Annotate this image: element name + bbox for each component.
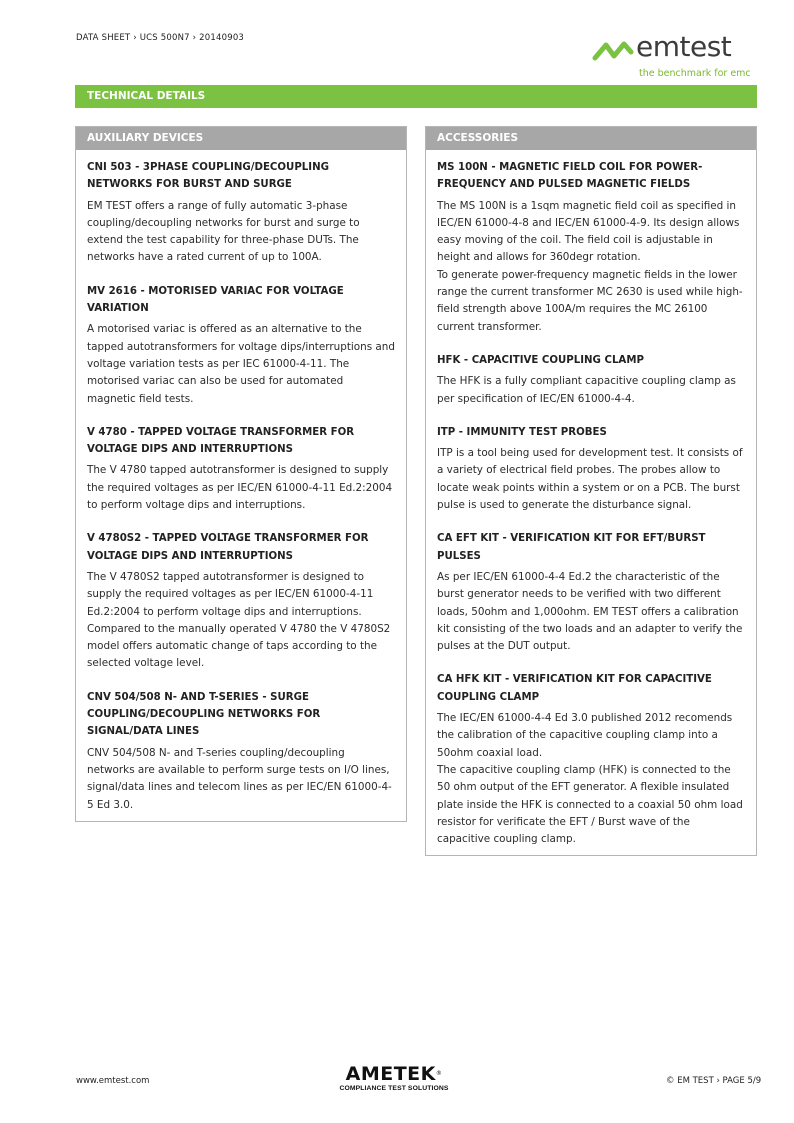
breadcrumb: DATA SHEET › UCS 500N7 › 20140903 — [76, 33, 245, 43]
item-title: CNV 504/508 N- AND T-SERIES - SURGE COUPLING/DECOUPLING NETWORKS FOR SIGNAL/DATA LINES — [87, 691, 321, 738]
ametek-subtitle: COMPLIANCE TEST SOLUTIONS — [339, 1085, 449, 1092]
item-paragraph: To generate power-frequency magnetic fields in the lower range the current transformer MC 2630 is used while high-field strength above 100A/m requires the MC 26100 current transformer. — [437, 268, 743, 333]
list-item — [87, 283, 395, 408]
item-title: CNI 503 - 3PHASE COUPLING/DECOUPLING NETWORKS FOR BURST AND SURGE — [87, 162, 329, 191]
item-description — [87, 321, 395, 407]
list-item — [437, 424, 745, 514]
item-paragraph: The IEC/EN 61000-4-4 Ed 3.0 published 2012 recomends the calibration of the capacitive coupling clamp into a 50ohm coaxial load. — [437, 712, 733, 759]
panel-heading: ACCESSORIES — [426, 127, 756, 150]
item-title: HFK - CAPACITIVE COUPLING CLAMP — [437, 354, 644, 366]
list-item — [87, 159, 395, 267]
logo-word: emtest — [636, 30, 732, 63]
item-paragraph: The V 4780 tapped autotransformer is designed to supply the required voltages as per IEC/EN 61000-4-11 Ed.2:2004 to perform voltage dips and interruptions. — [87, 464, 393, 512]
list-item — [437, 530, 745, 655]
item-paragraph: The MS 100N is a 1sqm magnetic field coil as specified in IEC/EN 61000-4-8 and IEC/EN 61000-4-9. Its design allows easy moving of the coil. The field coil is adjustable in height and allows for 360degr rotation. — [437, 199, 740, 264]
logo-tagline: the benchmark for emc — [639, 68, 751, 79]
ametek-wordmark — [332, 1064, 456, 1084]
item-description — [87, 569, 395, 673]
item-paragraph: The V 4780S2 tapped autotransformer is designed to supply the required voltages as per IEC/EN 61000-4-11 Ed.2:2004 to perform voltage dips and interruptions. Compared to the manually operated V 4780 the V 4780S2 model offers automatic change of taps according to the selected voltage level. — [87, 570, 391, 670]
item-title: ITP - IMMUNITY TEST PROBES — [437, 426, 607, 438]
item-description — [437, 710, 745, 848]
item-description — [87, 198, 395, 267]
panel-body — [426, 150, 756, 848]
footer-url[interactable]: www.emtest.com — [76, 1076, 150, 1086]
panel-body — [76, 150, 406, 814]
item-paragraph: CNV 504/508 N- and T-series coupling/decoupling networks are available to perform surge tests on I/O lines, signal/data lines and telecom lines as per IEC/EN 61000-4-5 Ed 3.0. — [87, 746, 392, 811]
list-item — [87, 424, 395, 514]
item-title: MV 2616 - MOTORISED VARIAC FOR VOLTAGE VARIATION — [87, 285, 344, 315]
item-description — [437, 445, 745, 514]
item-title: CA HFK KIT - VERIFICATION KIT FOR CAPACITIVE COUPLING CLAMP — [437, 674, 712, 703]
item-description — [437, 373, 745, 408]
item-title: V 4780 - TAPPED VOLTAGE TRANSFORMER FOR VOLTAGE DIPS AND INTERRUPTIONS — [87, 426, 355, 456]
item-paragraph: As per IEC/EN 61000-4-4 Ed.2 the characteristic of the burst generator needs to be verified with two different loads, 50ohm and 1,000ohm. EM TEST offers a calibration kit consisting of the two loads and an adapter to verify the pulses at the DUT output. — [437, 570, 743, 653]
item-paragraph: EM TEST offers a range of fully automatic 3-phase coupling/decoupling networks for burst and surge to extend the test capability for three-phase DUTs. The networks have a rated current of up to 100A. — [87, 199, 360, 264]
list-item — [437, 671, 745, 848]
item-description — [87, 462, 395, 514]
item-description — [437, 198, 745, 336]
item-title: V 4780S2 - TAPPED VOLTAGE TRANSFORMER FOR VOLTAGE DIPS AND INTERRUPTIONS — [87, 533, 369, 562]
item-description — [437, 569, 745, 655]
list-item — [87, 689, 395, 814]
item-paragraph: The HFK is a fully compliant capacitive coupling clamp as per specification of IEC/EN 61000-4-4. — [437, 375, 736, 405]
item-paragraph: ITP is a tool being used for development test. It consists of a variety of electrical field probes. The probes allow to locate weak points within a system or on a PCB. The burst pulse is used to generate the disturbance signal. — [437, 447, 743, 512]
ametek-registered-mark: ® — [435, 1070, 443, 1077]
emtest-wave-icon — [592, 40, 634, 62]
accessories-panel — [425, 126, 757, 856]
item-paragraph: A motorised variac is offered as an alternative to the tapped autotransformers for voltage dips/interruptions and voltage variation tests as per IEC 61000-4-11. The motorised variac can also be used for automated magnetic field tests. — [87, 323, 395, 405]
item-title: CA EFT KIT - VERIFICATION KIT FOR EFT/BURST PULSES — [437, 533, 706, 562]
panel-heading: AUXILIARY DEVICES — [76, 127, 406, 150]
list-item — [87, 530, 395, 672]
item-description — [87, 745, 395, 814]
section-title: TECHNICAL DETAILS — [75, 85, 757, 108]
ametek-logo — [332, 1064, 456, 1096]
page-number: © EM TEST › PAGE 5/9 — [666, 1076, 762, 1086]
list-item — [437, 352, 745, 408]
emtest-logo — [592, 30, 757, 82]
item-paragraph: The capacitive coupling clamp (HFK) is connected to the 50 ohm output of the EFT generator. A flexible insulated plate inside the HFK is connected to a coaxial 50 ohm load resistor for verificate the EFT / Burst wave of the capacitive coupling clamp. — [437, 763, 743, 846]
list-item — [437, 159, 745, 336]
auxiliary-devices-panel — [75, 126, 407, 822]
ametek-word: AMETEK — [345, 1063, 436, 1085]
item-title: MS 100N - MAGNETIC FIELD COIL FOR POWER-FREQUENCY AND PULSED MAGNETIC FIELDS — [437, 162, 703, 191]
